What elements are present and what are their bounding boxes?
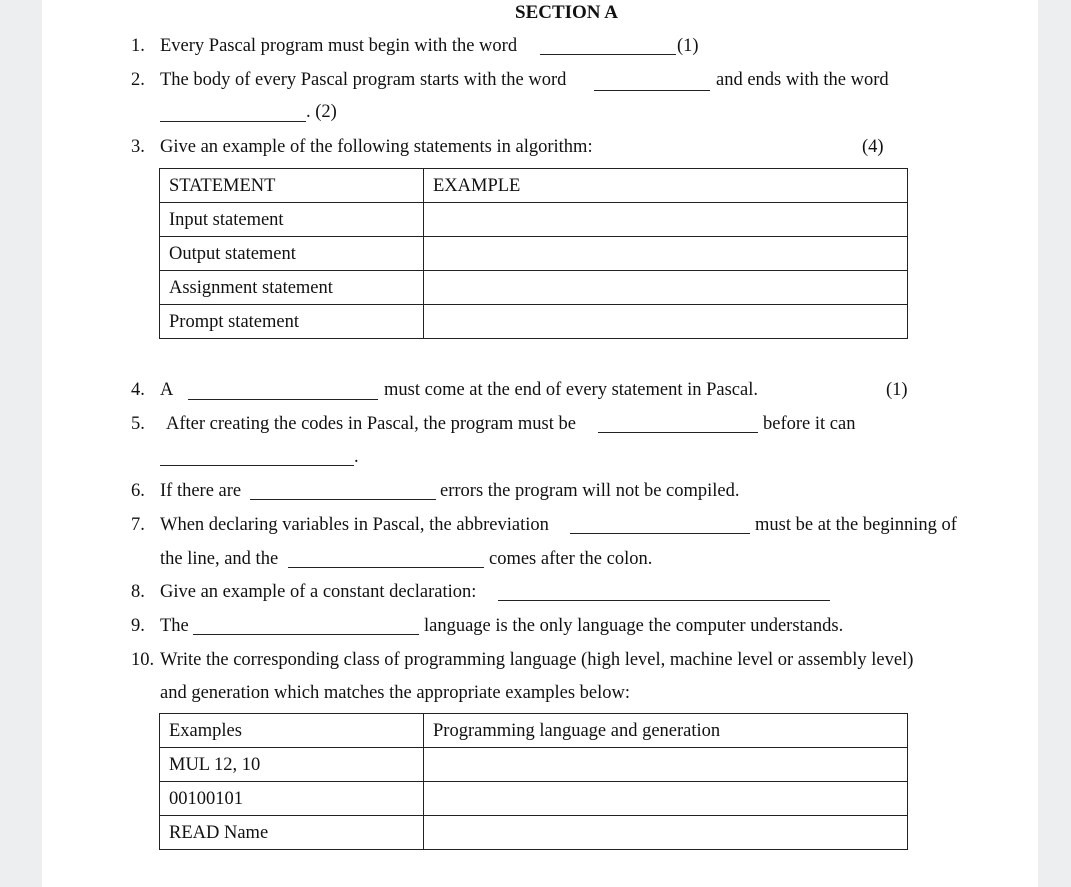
q5-blank-end[interactable]: [160, 465, 354, 466]
table-row: [160, 271, 908, 305]
languages-table: [159, 713, 908, 850]
q9-blank[interactable]: [193, 634, 419, 635]
q6-blank[interactable]: [250, 499, 436, 500]
table-row: [160, 305, 908, 339]
q9-number: 9.: [131, 616, 145, 636]
table-header-cell: STATEMENT: [160, 169, 424, 203]
example-cell: MUL 12, 10: [160, 748, 424, 782]
q10-number: 10.: [131, 650, 155, 670]
q5-tail: .: [354, 447, 359, 467]
q4-number: 4.: [131, 380, 145, 400]
q5-blank-start[interactable]: [598, 432, 758, 433]
q4-marks: (1): [886, 380, 908, 400]
q3-number: 3.: [131, 137, 145, 157]
q5-number: 5.: [131, 414, 145, 434]
q6-text2: errors the program will not be compiled.: [440, 481, 740, 501]
q5-text: After creating the codes in Pascal, the program must be: [166, 414, 576, 434]
q3-marks: (4): [862, 137, 884, 157]
language-answer-cell[interactable]: [424, 816, 908, 850]
q1-text: Every Pascal program must begin with the word: [160, 36, 518, 56]
q9-text: The: [160, 616, 189, 636]
q2-blank-end[interactable]: [160, 121, 306, 122]
q7-line2b: comes after the colon.: [489, 549, 653, 569]
language-answer-cell[interactable]: [424, 782, 908, 816]
statement-cell: Prompt statement: [160, 305, 424, 339]
q7-number: 7.: [131, 515, 145, 535]
q1-blank[interactable]: [540, 54, 676, 55]
q7-blank-abbrev[interactable]: [570, 533, 750, 534]
statement-cell: Input statement: [160, 203, 424, 237]
table-row: [160, 203, 908, 237]
example-cell: 00100101: [160, 782, 424, 816]
table-header-cell: Examples: [160, 714, 424, 748]
example-answer-cell[interactable]: [424, 203, 908, 237]
table-header-cell: Programming language and generation: [424, 714, 908, 748]
q2-text2: and ends with the word: [716, 70, 889, 90]
table-header-row: [160, 169, 908, 203]
example-answer-cell[interactable]: [424, 237, 908, 271]
q10-line2: and generation which matches the appropriate examples below:: [160, 683, 631, 703]
q6-number: 6.: [131, 481, 145, 501]
q10-text: Write the corresponding class of programming language (high level, machine level or assembly level): [160, 650, 914, 670]
q5-text2: before it can: [763, 414, 856, 434]
q4-blank[interactable]: [188, 399, 378, 400]
example-answer-cell[interactable]: [424, 305, 908, 339]
table-row: [160, 237, 908, 271]
language-answer-cell[interactable]: [424, 748, 908, 782]
q6-text: If there are: [160, 481, 242, 501]
q1-marks: (1): [677, 36, 699, 56]
example-answer-cell[interactable]: [424, 271, 908, 305]
q7-line2a: the line, and the: [160, 549, 279, 569]
q7-text2: must be at the beginning of: [755, 515, 957, 535]
table-row: [160, 782, 908, 816]
q7-text: When declaring variables in Pascal, the abbreviation: [160, 515, 549, 535]
q8-number: 8.: [131, 582, 145, 602]
q8-text: Give an example of a constant declaration:: [160, 582, 477, 602]
statements-table: [159, 168, 908, 339]
q7-blank-type[interactable]: [288, 567, 484, 568]
statement-cell: Output statement: [160, 237, 424, 271]
section-title: SECTION A: [515, 2, 618, 23]
example-cell: READ Name: [160, 816, 424, 850]
table-row: [160, 748, 908, 782]
table-header-row: [160, 714, 908, 748]
q9-text2: language is the only language the computer understands.: [424, 616, 844, 636]
q4-text: A: [160, 380, 174, 400]
q8-blank[interactable]: [498, 600, 830, 601]
q2-blank-start[interactable]: [594, 90, 710, 91]
table-header-cell: EXAMPLE: [424, 169, 908, 203]
statement-cell: Assignment statement: [160, 271, 424, 305]
q2-number: 2.: [131, 70, 145, 90]
q1-number: 1.: [131, 36, 145, 56]
q3-text: Give an example of the following statements in algorithm:: [160, 137, 593, 157]
q4-text2: must come at the end of every statement in Pascal.: [384, 380, 758, 400]
table-row: [160, 816, 908, 850]
q2-marks: . (2): [306, 102, 337, 122]
q2-text: The body of every Pascal program starts with the word: [160, 70, 567, 90]
